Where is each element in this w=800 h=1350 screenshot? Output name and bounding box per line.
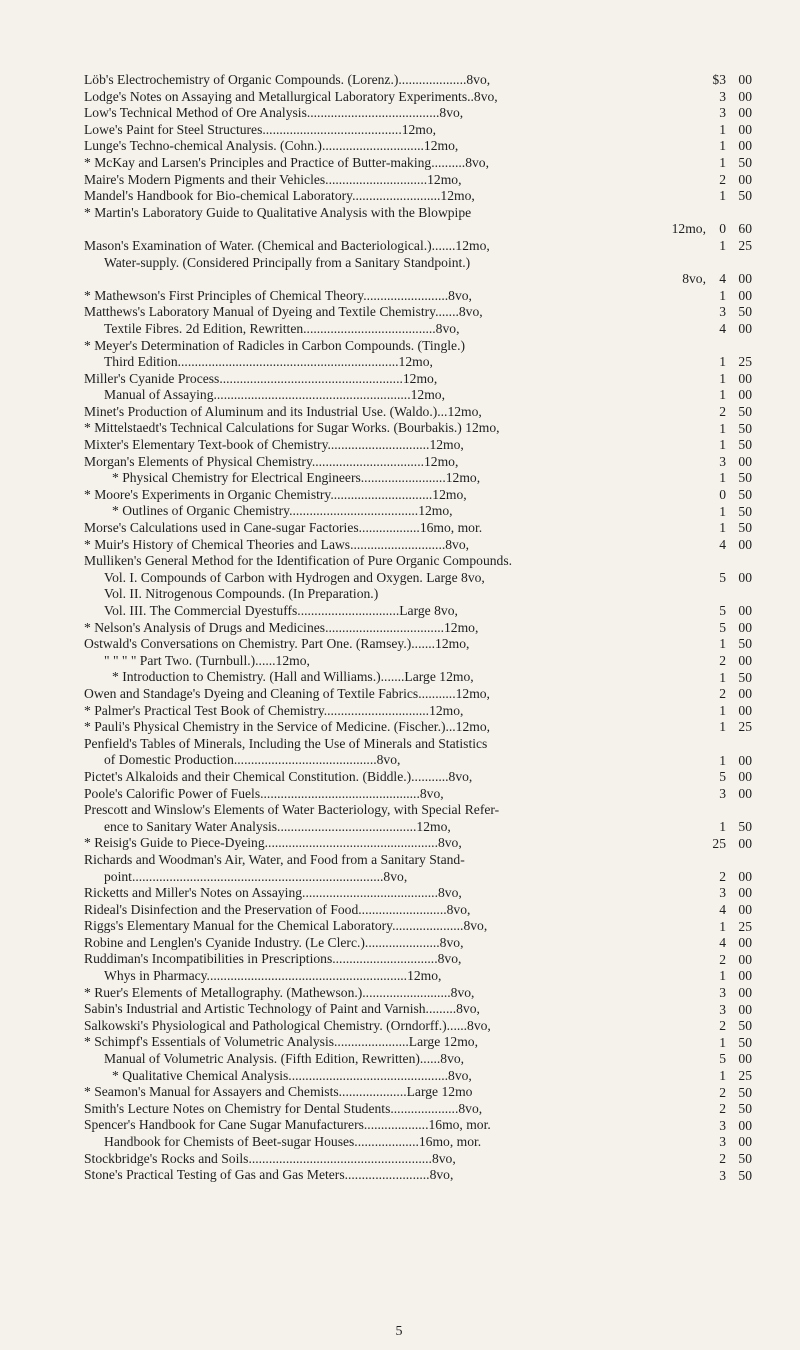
price-dollars: 1	[719, 669, 726, 685]
catalog-entry-price	[706, 504, 754, 521]
price-dollars: 2	[719, 951, 726, 967]
catalog-entry-price	[706, 89, 754, 106]
price-dollars: 1	[719, 420, 726, 436]
price-dollars: $3	[712, 72, 726, 87]
price-cents: 00	[738, 536, 752, 552]
price-dollars: 4	[719, 536, 726, 552]
catalog-entry-text: Handbook for Chemists of Beet-sugar Houses...................16mo, mor.	[104, 1134, 482, 1149]
catalog-entry-text: Mandel's Handbook for Bio-chemical Laboratory..........................12mo,	[84, 188, 475, 204]
catalog-entry-price	[706, 304, 754, 321]
price-dollars: 1	[719, 138, 726, 154]
price-dollars: 1	[719, 752, 726, 768]
price-cents: 00	[738, 387, 752, 403]
price-cents: 00	[738, 935, 752, 951]
catalog-entry-text: Penfield's Tables of Minerals, Including the Use of Minerals and Statistics	[84, 735, 488, 751]
price-cents: 50	[738, 669, 752, 685]
catalog-entry-text: Smith's Lecture Notes on Chemistry for Dental Students....................8vo,	[84, 1100, 483, 1116]
catalog-entry-price	[706, 1051, 754, 1068]
price-dollars: 1	[719, 354, 726, 370]
price-dollars: 2	[719, 868, 726, 884]
price-cents: 00	[738, 88, 752, 104]
catalog-entry-price	[706, 819, 754, 836]
catalog-entry-price	[706, 919, 754, 936]
catalog-entry-text: Lunge's Techno-chemical Analysis. (Cohn.)..............................12mo,	[84, 138, 459, 154]
catalog-entry-text: Spencer's Handbook for Cane Sugar Manufacturers...................16mo, mor.	[84, 1117, 491, 1133]
catalog-entry-text: * Qualitative Chemical Analysis...............................................8vo,	[112, 1067, 472, 1083]
catalog-entry-text: Minet's Production of Aluminum and its Industrial Use. (Waldo.)...12mo,	[84, 403, 482, 419]
catalog-entry-price	[706, 155, 754, 172]
catalog-entry-text: " " " " Part Two. (Turnbull.)......12mo,	[104, 652, 310, 668]
catalog-entry-price	[706, 172, 754, 189]
catalog-entry-text: * Reisig's Guide to Piece-Dyeing...................................................8vo,	[84, 835, 462, 851]
catalog-entry-price	[706, 869, 754, 886]
price-cents: 50	[738, 1084, 752, 1100]
price-cents: 00	[738, 1001, 752, 1017]
catalog-entry-price	[706, 72, 754, 89]
catalog-entry-price	[706, 603, 754, 620]
price-dollars: 3	[719, 453, 726, 469]
price-dollars: 1	[719, 918, 726, 934]
catalog-entry-text: Water-supply. (Considered Principally from a Sanitary Standpoint.)	[104, 254, 471, 270]
price-dollars: 1	[719, 155, 726, 170]
price-dollars: 2	[719, 1018, 726, 1034]
price-dollars: 5	[719, 769, 726, 785]
catalog-entry-price	[706, 620, 754, 637]
catalog-entry-text: Robine and Lenglen's Cyanide Industry. (Le Clerc.)......................8vo,	[84, 934, 464, 950]
catalog-entry-price	[706, 703, 754, 720]
price-dollars: 1	[719, 968, 726, 984]
price-cents: 60	[738, 221, 752, 237]
catalog-entry-text: Rideal's Disinfection and the Preservation of Food..........................8vo,	[84, 901, 471, 917]
price-dollars: 5	[719, 603, 726, 619]
price-dollars: 1	[719, 636, 726, 652]
price-dollars: 1	[719, 1034, 726, 1050]
catalog-entry-text: * Schimpf's Essentials of Volumetric Analysis......................Large 12mo,	[84, 1034, 478, 1050]
catalog-entry-price	[706, 437, 754, 454]
price-cents: 00	[738, 1051, 752, 1067]
catalog-entry-text: Mulliken's General Method for the Identification of Pure Organic Compounds.	[84, 553, 513, 569]
catalog-entry-price	[706, 1101, 754, 1118]
catalog-entry-price	[706, 769, 754, 786]
price-cents: 00	[738, 138, 752, 154]
catalog-entry-text: Maire's Modern Pigments and their Vehicles..............................12mo,	[84, 171, 462, 187]
catalog-entry-text: Matthews's Laboratory Manual of Dyeing and Textile Chemistry.......8vo,	[84, 304, 483, 320]
price-cents: 50	[738, 503, 752, 519]
catalog-entry-text: Manual of Volumetric Analysis. (Fifth Edition, Rewritten)......8vo,	[104, 1051, 465, 1067]
catalog-entry-text: 8vo,	[682, 271, 706, 287]
price-cents: 00	[738, 902, 752, 917]
catalog-entry-text: 12mo,	[671, 221, 706, 237]
catalog-entry-text: Salkowski's Physiological and Pathological Chemistry. (Orndorff.)......8vo,	[84, 1017, 491, 1033]
price-cents: 00	[738, 702, 752, 718]
price-cents: 00	[738, 370, 752, 386]
price-dollars: 5	[719, 619, 726, 635]
price-dollars: 4	[719, 321, 726, 336]
catalog-entry-text: * Martin's Laboratory Guide to Qualitative Analysis with the Blowpipe	[84, 204, 472, 220]
catalog-entry-price	[706, 1002, 754, 1019]
catalog-entry-price	[706, 968, 754, 985]
price-cents: 00	[738, 72, 752, 87]
price-dollars: 5	[719, 570, 726, 585]
price-cents: 50	[738, 155, 752, 170]
catalog-entry-text: * Outlines of Organic Chemistry......................................12mo,	[112, 503, 453, 519]
price-cents: 50	[738, 1151, 752, 1166]
price-cents: 50	[738, 1101, 752, 1117]
catalog-entry-price	[706, 288, 754, 305]
price-cents: 00	[738, 835, 752, 851]
price-cents: 00	[738, 105, 752, 121]
catalog-entry-text: Ricketts and Miller's Notes on Assaying........................................8vo,	[84, 885, 462, 901]
price-dollars: 1	[719, 819, 726, 834]
price-cents: 00	[738, 1117, 752, 1133]
price-dollars: 1	[719, 1068, 726, 1083]
price-dollars: 3	[719, 785, 726, 801]
catalog-entry-text: of Domestic Production..........................................8vo,	[104, 752, 401, 768]
catalog-entry-text: Poole's Calorific Power of Fuels...............................................8vo,	[84, 785, 444, 801]
price-cents: 50	[738, 1018, 752, 1034]
price-dollars: 0	[719, 487, 726, 502]
catalog-entry-price	[706, 670, 754, 687]
price-cents: 50	[738, 404, 752, 419]
catalog-entry-text: * Physical Chemistry for Electrical Engineers.........................12mo,	[112, 470, 481, 486]
catalog-entry-price	[706, 1118, 754, 1135]
price-cents: 00	[738, 752, 752, 768]
price-dollars: 1	[719, 719, 726, 735]
catalog-entry-text: Richards and Woodman's Air, Water, and Food from a Sanitary Stand-	[84, 851, 465, 867]
price-cents: 50	[738, 1034, 752, 1050]
catalog-entry-text: Morgan's Elements of Physical Chemistry.................................12mo,	[84, 453, 459, 469]
price-cents: 50	[738, 487, 752, 502]
price-cents: 50	[738, 470, 752, 486]
catalog-entry-text: Stone's Practical Testing of Gas and Gas Meters.........................8vo,	[84, 1167, 454, 1183]
catalog-entry-text: Ostwald's Conversations on Chemistry. Part One. (Ramsey.).......12mo,	[84, 636, 470, 652]
catalog-entry-text: * Ruer's Elements of Metallography. (Mathewson.)..........................8vo,	[84, 984, 475, 1000]
catalog-entry-text: ence to Sanitary Water Analysis.........................................12mo,	[104, 818, 451, 834]
price-cents: 00	[738, 121, 752, 137]
price-dollars: 1	[719, 437, 726, 453]
price-dollars: 2	[719, 653, 726, 668]
price-cents: 00	[738, 603, 752, 619]
price-cents: 50	[738, 304, 752, 320]
price-cents: 50	[738, 420, 752, 436]
catalog-entry-text: Stockbridge's Rocks and Soils......................................................8vo,	[84, 1150, 456, 1166]
price-cents: 00	[738, 885, 752, 901]
catalog-entry-text: * Meyer's Determination of Radicles in Carbon Compounds. (Tingle.)	[84, 337, 466, 353]
price-cents: 50	[738, 636, 752, 652]
price-dollars: 1	[719, 238, 726, 253]
catalog-entry-price	[706, 1168, 754, 1185]
price-dollars: 0	[719, 221, 726, 237]
catalog-entry-text: Whys in Pharmacy...........................................................12mo,	[104, 968, 442, 984]
catalog-entry-text: Vol. II. Nitrogenous Compounds. (In Preparation.)	[104, 586, 379, 602]
catalog-entry-text: Mason's Examination of Water. (Chemical and Bacteriological.).......12mo,	[84, 237, 490, 253]
price-cents: 50	[738, 188, 752, 204]
price-cents: 00	[738, 619, 752, 635]
price-dollars: 2	[719, 1084, 726, 1100]
price-cents: 25	[738, 354, 752, 370]
catalog-entry-text: Low's Technical Method of Ore Analysis.......................................8vo,	[84, 105, 464, 121]
price-cents: 50	[738, 520, 752, 536]
price-cents: 00	[738, 287, 752, 303]
catalog-entry-price	[706, 1134, 754, 1151]
catalog-entry-text: Textile Fibres. 2d Edition, Rewritten.......................................8vo,	[104, 320, 460, 336]
price-dollars: 5	[719, 1051, 726, 1067]
price-dollars: 3	[719, 885, 726, 901]
catalog-entry-price	[706, 487, 754, 504]
catalog-entry-price	[706, 122, 754, 139]
catalog-entry-price	[706, 537, 754, 554]
catalog-entry-text: point..........................................................................8vo,	[104, 868, 408, 884]
catalog-entry-price	[706, 188, 754, 205]
price-dollars: 1	[719, 470, 726, 486]
price-dollars: 1	[719, 702, 726, 718]
catalog-entry-text: * Mathewson's First Principles of Chemical Theory.........................8vo,	[84, 287, 472, 303]
catalog-entry-price	[706, 354, 754, 371]
catalog-entry-price	[706, 570, 754, 587]
catalog-entry-text: * McKay and Larsen's Principles and Practice of Butter-making..........8vo,	[84, 154, 489, 170]
price-cents: 00	[738, 271, 752, 287]
catalog-entry-price	[706, 1068, 754, 1085]
catalog-entry-price	[706, 421, 754, 438]
price-dollars: 3	[719, 88, 726, 104]
page-number: 5	[395, 1324, 403, 1339]
catalog-entry-price	[706, 985, 754, 1002]
price-cents: 00	[738, 785, 752, 801]
catalog-entry-price	[706, 404, 754, 421]
catalog-entry-price	[706, 952, 754, 969]
catalog-entry-price	[706, 238, 754, 255]
price-dollars: 1	[719, 287, 726, 303]
catalog-entry-text: Third Edition.................................................................12mo,	[104, 354, 433, 370]
catalog-entry-price	[706, 1018, 754, 1035]
catalog-entry-price	[706, 719, 754, 736]
price-cents: 50	[738, 437, 752, 453]
catalog-entry-price	[706, 902, 754, 919]
price-dollars: 3	[719, 105, 726, 121]
catalog-entry-text: Sabin's Industrial and Artistic Technology of Paint and Varnish.........8vo,	[84, 1001, 480, 1017]
catalog-entry-text: * Seamon's Manual for Assayers and Chemists....................Large 12mo	[84, 1084, 473, 1100]
price-dollars: 1	[719, 188, 726, 204]
price-cents: 00	[738, 570, 752, 585]
catalog-entry-price	[706, 221, 754, 238]
price-dollars: 1	[719, 370, 726, 386]
catalog-entry-text: Lowe's Paint for Steel Structures.........................................12mo,	[84, 121, 437, 137]
catalog-entry-price	[706, 1151, 754, 1168]
price-dollars: 1	[719, 387, 726, 403]
price-cents: 00	[738, 321, 752, 336]
price-cents: 00	[738, 453, 752, 469]
price-dollars: 3	[719, 985, 726, 1000]
catalog-entry-price	[706, 753, 754, 770]
catalog-entry-price	[706, 786, 754, 803]
catalog-entry-price	[706, 636, 754, 653]
catalog-entry-text: * Palmer's Practical Test Book of Chemistry...............................12mo,	[84, 702, 464, 718]
catalog-entry-text: Lodge's Notes on Assaying and Metallurgical Laboratory Experiments..8vo,	[84, 88, 498, 104]
catalog-entry-text: Vol. I. Compounds of Carbon with Hydrogen and Oxygen. Large 8vo,	[104, 569, 485, 585]
price-dollars: 3	[719, 304, 726, 320]
price-cents: 00	[738, 868, 752, 884]
catalog-entry-text: Vol. III. The Commercial Dyestuffs..............................Large 8vo,	[104, 603, 458, 618]
price-dollars: 3	[719, 1117, 726, 1133]
catalog-entry-price	[706, 387, 754, 404]
catalog-entry-price	[706, 520, 754, 537]
catalog-entry-price	[706, 686, 754, 703]
catalog-entry-price	[706, 885, 754, 902]
price-cents: 00	[738, 653, 752, 668]
price-cents: 25	[738, 238, 752, 253]
catalog-entry-price	[706, 105, 754, 122]
price-cents: 00	[738, 769, 752, 785]
price-cents: 00	[738, 686, 752, 702]
price-dollars: 4	[719, 935, 726, 951]
price-dollars: 2	[719, 171, 726, 187]
catalog-entry-price	[706, 454, 754, 471]
catalog-entry-price	[706, 935, 754, 952]
catalog-entry-price	[706, 1085, 754, 1102]
catalog-entry-price	[706, 321, 754, 338]
catalog-entry-text: Mixter's Elementary Text-book of Chemistry..............................12mo,	[84, 437, 464, 453]
price-cents: 00	[738, 1134, 752, 1150]
catalog-entry-text: * Moore's Experiments in Organic Chemistry..............................12mo,	[84, 486, 467, 502]
catalog-entry-price	[706, 138, 754, 155]
price-cents: 25	[738, 1068, 752, 1083]
price-cents: 25	[738, 918, 752, 934]
catalog-entry-text: Owen and Standage's Dyeing and Cleaning of Textile Fabrics...........12mo,	[84, 685, 490, 701]
price-cents: 00	[738, 968, 752, 984]
catalog-entry-text: Morse's Calculations used in Cane-sugar Factories..................16mo, mor.	[84, 520, 483, 536]
price-cents: 50	[738, 1167, 752, 1183]
catalog-entry-price	[706, 371, 754, 388]
catalog-entry-text: Ruddiman's Incompatibilities in Prescriptions...............................8vo,	[84, 951, 462, 967]
catalog-entry-text: * Muir's History of Chemical Theories and Laws............................8vo,	[84, 536, 470, 552]
price-cents: 25	[738, 719, 752, 735]
price-cents: 00	[738, 171, 752, 187]
price-dollars: 1	[719, 520, 726, 536]
price-cents: 00	[738, 985, 752, 1000]
price-dollars: 4	[719, 902, 726, 917]
price-dollars: 3	[719, 1167, 726, 1183]
catalog-entry-price	[706, 836, 754, 853]
price-dollars: 2	[719, 1151, 726, 1166]
catalog-entry-text: Miller's Cyanide Process......................................................12mo,	[84, 370, 438, 386]
catalog-entry-price	[706, 271, 754, 288]
price-dollars: 25	[712, 835, 726, 851]
catalog-entry-price	[706, 1035, 754, 1052]
catalog-entry-text: Löb's Electrochemistry of Organic Compounds. (Lorenz.)....................8vo,	[84, 72, 491, 87]
price-dollars: 2	[719, 404, 726, 419]
catalog-entry-text: * Introduction to Chemistry. (Hall and Williams.).......Large 12mo,	[112, 669, 474, 685]
catalog-entry-text: * Mittelstaedt's Technical Calculations for Sugar Works. (Bourbakis.) 12mo,	[84, 420, 500, 436]
price-cents: 00	[738, 951, 752, 967]
catalog-entry-text: * Pauli's Physical Chemistry in the Service of Medicine. (Fischer.)...12mo,	[84, 719, 491, 735]
price-dollars: 4	[719, 271, 726, 287]
price-dollars: 1	[719, 121, 726, 137]
catalog-entry-text: Pictet's Alkaloids and their Chemical Constitution. (Biddle.)...........8vo,	[84, 768, 473, 784]
catalog-entry-text: * Nelson's Analysis of Drugs and Medicines...................................12mo,	[84, 619, 479, 635]
catalog-entry-price	[706, 653, 754, 670]
price-dollars: 1	[719, 503, 726, 519]
price-dollars: 3	[719, 1001, 726, 1017]
price-dollars: 3	[719, 1134, 726, 1150]
price-dollars: 2	[719, 1101, 726, 1117]
catalog-entry-text: Manual of Assaying..........................................................12mo,	[104, 387, 445, 403]
catalog-entry-price	[706, 470, 754, 487]
catalog-entry-text: Riggs's Elementary Manual for the Chemical Laboratory.....................8vo,	[84, 918, 488, 934]
book-list	[84, 72, 706, 1184]
price-cents: 50	[738, 819, 752, 834]
catalog-entry-text: Prescott and Winslow's Elements of Water Bacteriology, with Special Refer-	[84, 802, 500, 818]
price-dollars: 2	[719, 686, 726, 702]
